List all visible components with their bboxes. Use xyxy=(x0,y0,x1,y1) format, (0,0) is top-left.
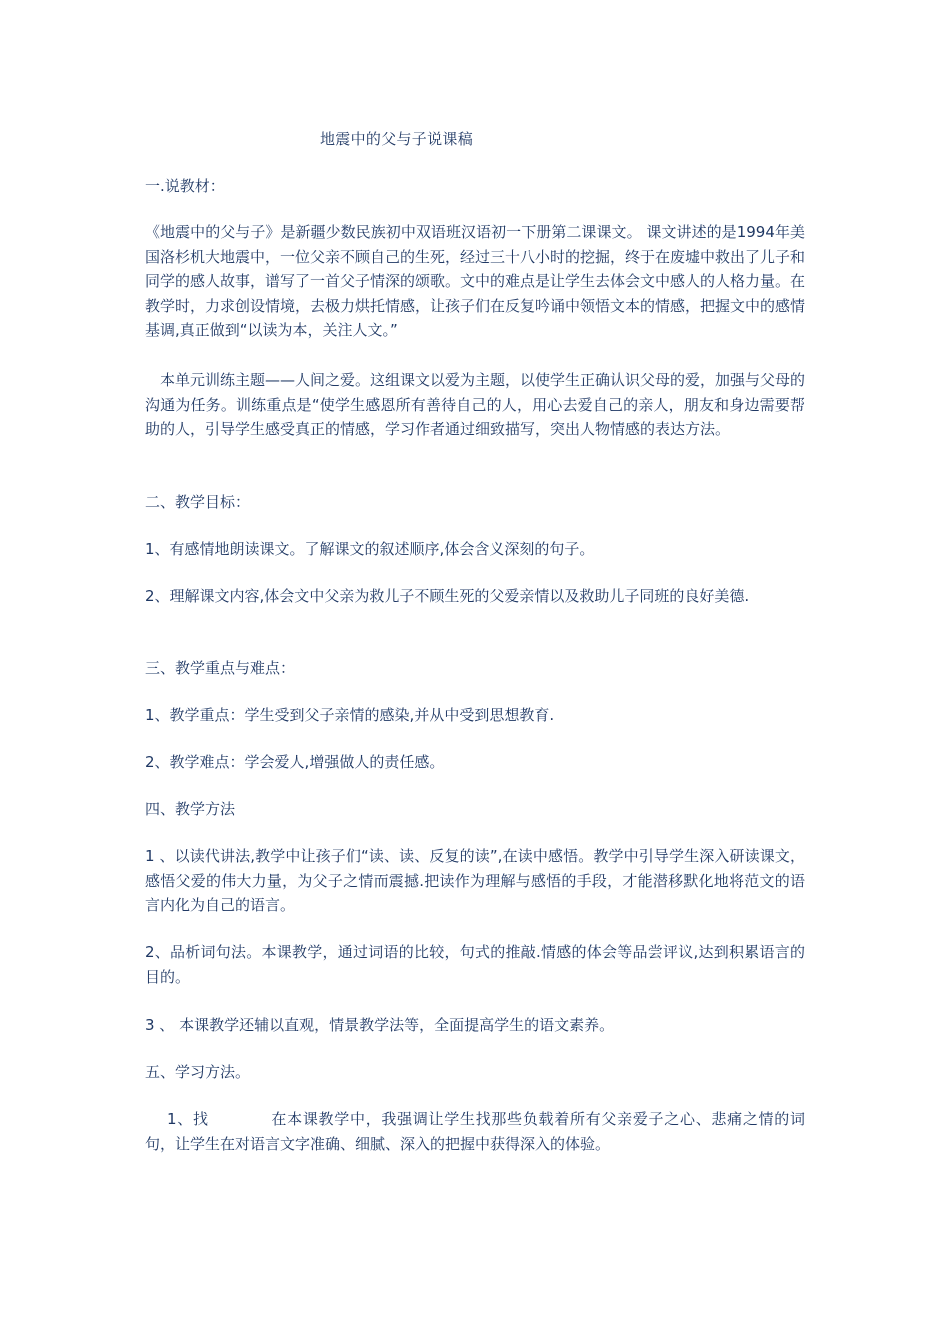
paragraph-objective-2: 2、理解课文内容,体会文中父亲为救儿子不顾生死的父爱亲情以及救助儿子同班的良好美德. xyxy=(145,587,750,605)
paragraph-objective-1: 1、有感情地朗读课文。了解课文的叙述顺序,体会含义深刻的句子。 xyxy=(145,540,595,558)
section-heading-learning-methods: 五、学习方法。 xyxy=(145,1063,251,1081)
section-heading-objectives: 二、教学目标： xyxy=(145,493,251,511)
paragraph-method-1: 1 、以读代讲法,教学中让孩子们“读、读、反复的读”,在读中感悟。教学中引导学生深入研读课文，感悟父爱的伟大力量，为父子之情而震撼.把读作为理解与感悟的手段，才能潜移默化地将范文的语言内化为自己的语言。 xyxy=(145,847,805,914)
paragraph-learning-method-1 xyxy=(145,1107,805,1156)
document-title: 地震中的父与子说课稿 xyxy=(320,130,474,148)
section-heading-methods: 四、教学方法 xyxy=(145,800,236,818)
paragraph-key-point: 1、教学重点：学生受到父子亲情的感染,并从中受到思想教育. xyxy=(145,706,555,724)
section-heading-key-points: 三、教学重点与难点： xyxy=(145,659,296,677)
paragraph-method-3: 3 、 本课教学还辅以直观，情景教学法等，全面提高学生的语文素养。 xyxy=(145,1016,615,1034)
paragraph-textbook-intro: 《地震中的父与子》是新疆少数民族初中双语班汉语初一下册第二课课文。 课文讲述的是1994年美国洛杉机大地震中，一位父亲不顾自己的生死，经过三十八小时的挖掘，终于在废墟中救出了儿子和同学的感人故事，谱写了一首父子情深的颂歌。文中的难点是让学生去体会文中感人的人格力量。在教学时，力求创设情境，去极力烘托情感，让孩子们在反复吟诵中领悟文本的情感，把握文中的感情基调,真正做到“以读为本，关注人文。” xyxy=(145,223,806,339)
learning-method-lead: 1、找 xyxy=(167,1110,209,1128)
learning-method-body: 在本课教学中，我强调让学生找那些负载着所有父亲爱子之心、悲痛之情的词句，让学生在对语言文字准确、细腻、深入的把握中获得深入的体验。 xyxy=(145,1110,805,1153)
section-heading-textbook: 一.说教材： xyxy=(145,177,225,195)
paragraph-difficult-point: 2、教学难点：学会爱人,增强做人的责任感。 xyxy=(145,753,445,771)
paragraph-unit-theme: 本单元训练主题——人间之爱。这组课文以爱为主题，以使学生正确认识父母的爱，加强与父母的沟通为任务。训练重点是“使学生感恩所有善待自己的人，用心去爱自己的亲人，朋友和身边需要帮助的人，引导学生感受真正的情感，学习作者通过细致描写，突出人物情感的表达方法。 xyxy=(145,371,806,438)
paragraph-method-2: 2、品析词句法。本课教学，通过词语的比较，句式的推敲.情感的体会等品尝评议,达到积累语言的目的。 xyxy=(145,943,805,986)
